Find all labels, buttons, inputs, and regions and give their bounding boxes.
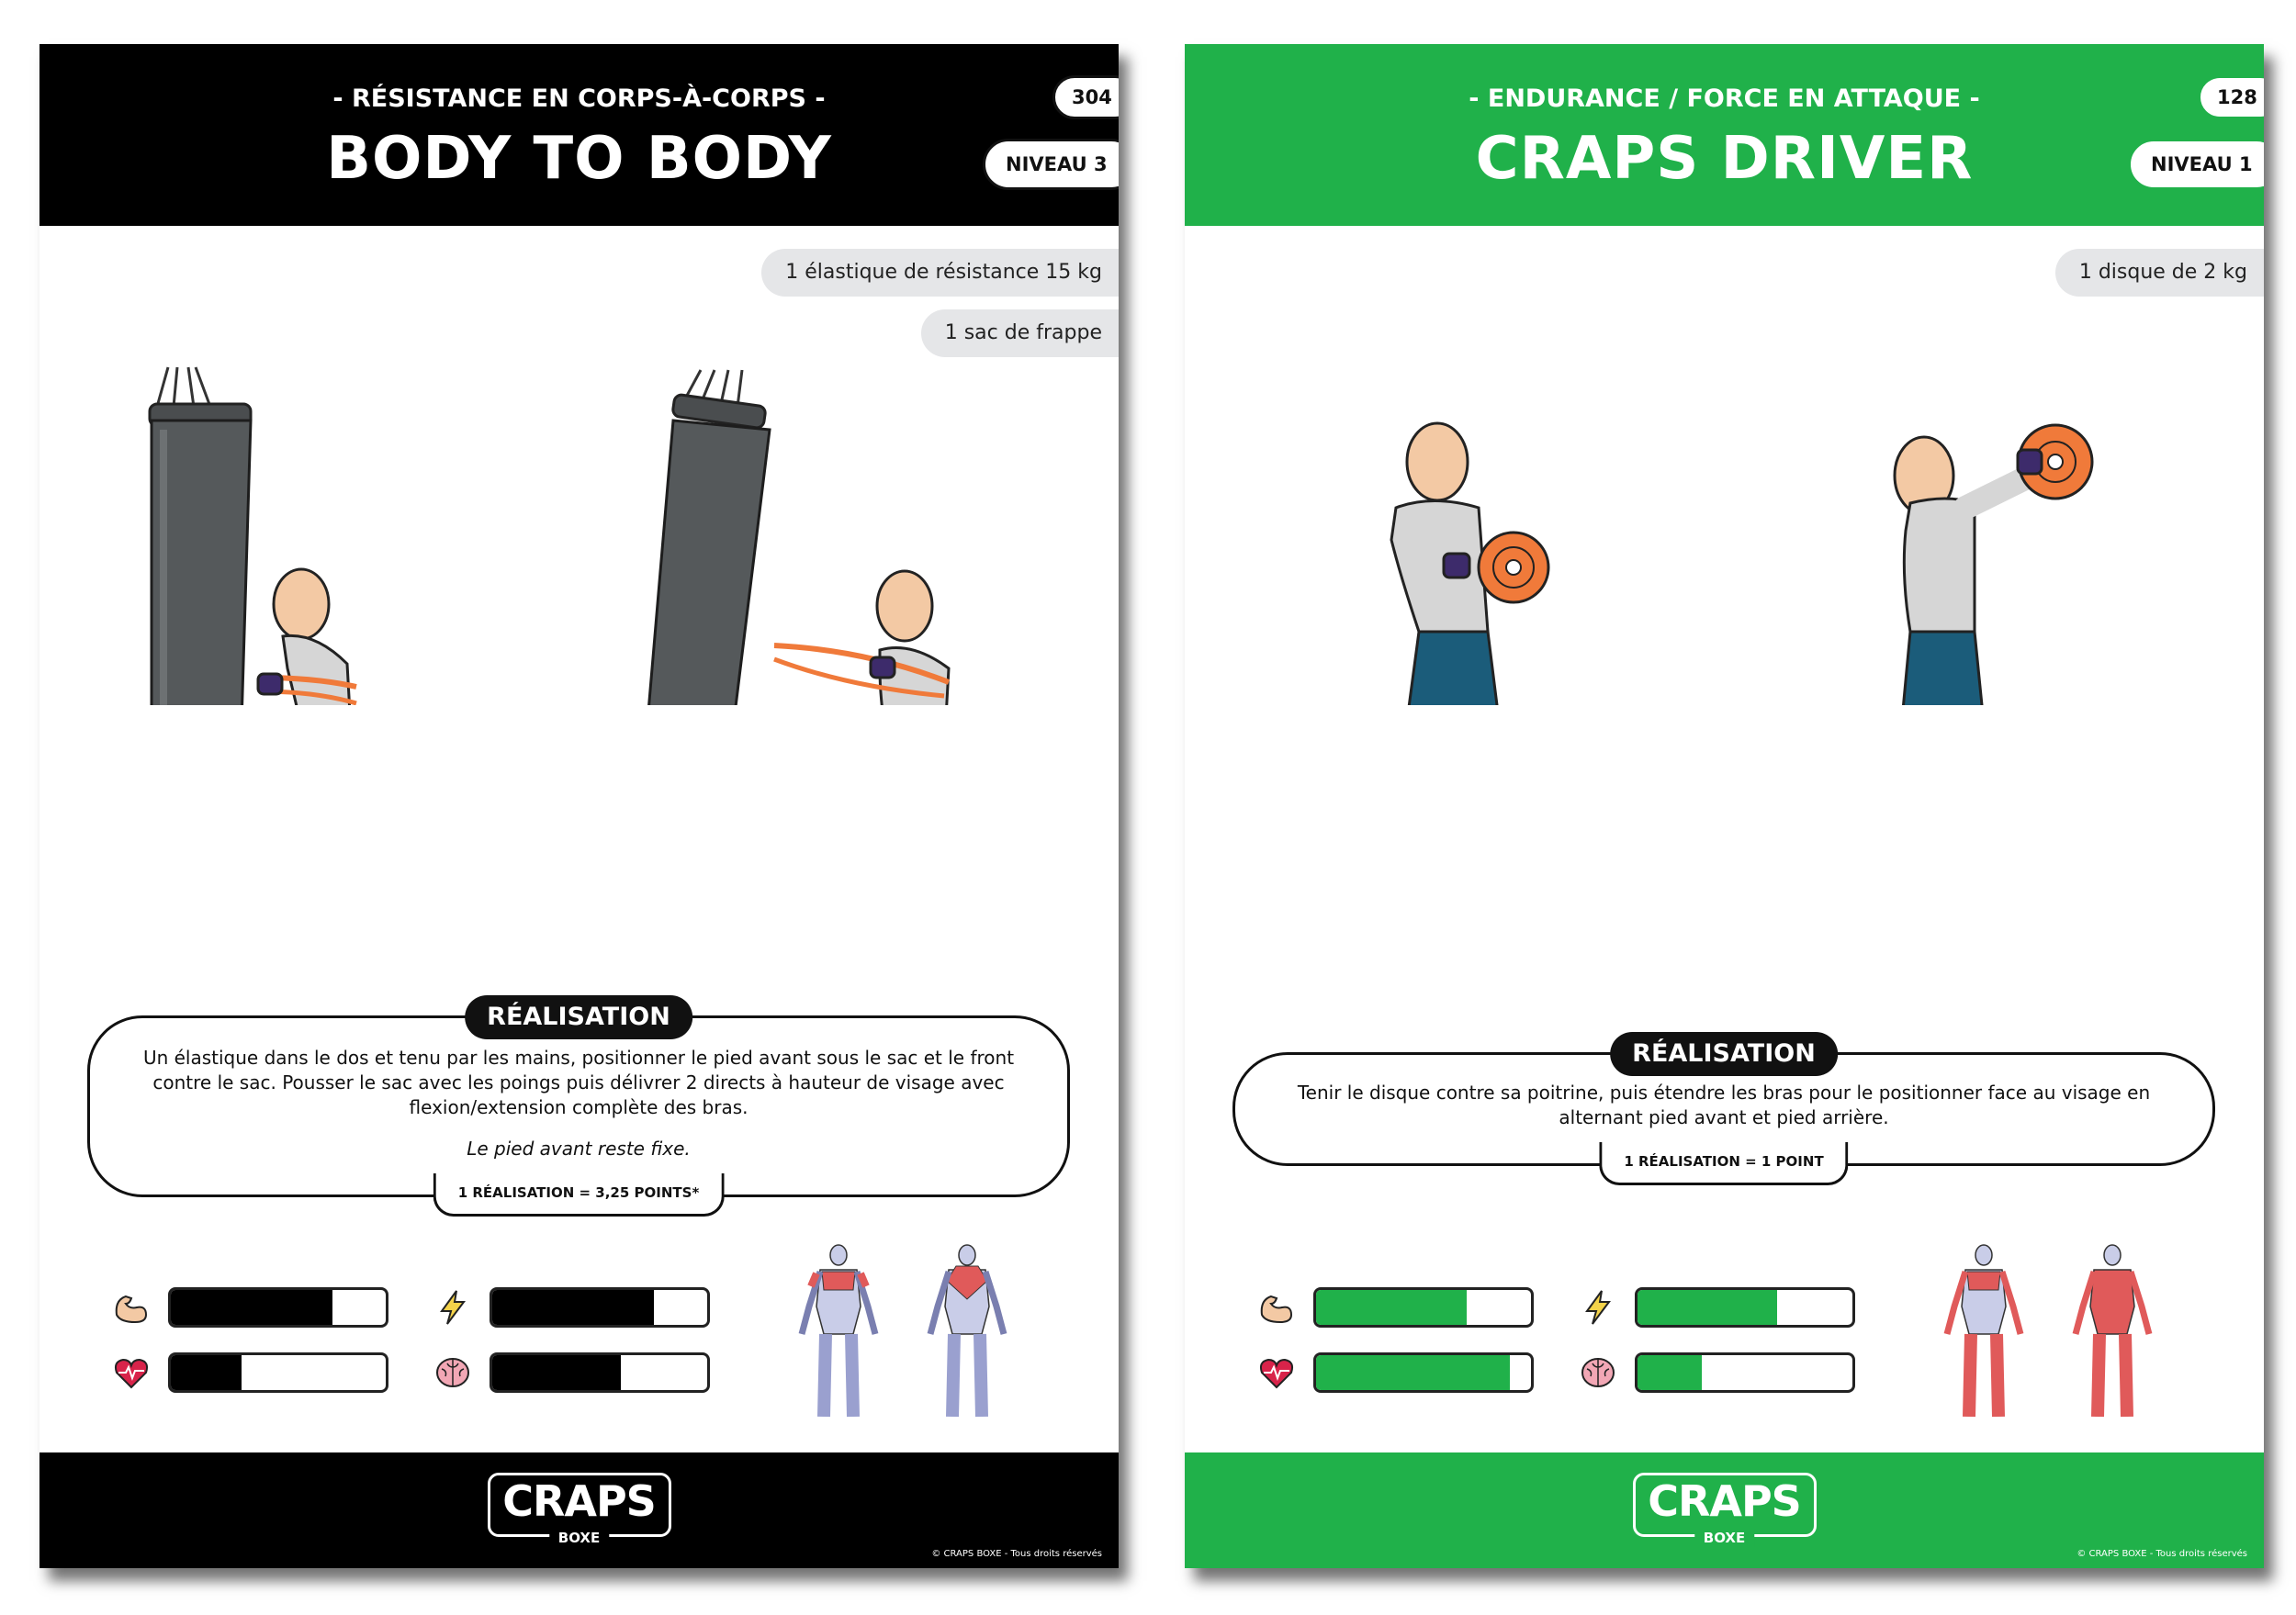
logo-sub: BOXE (1694, 1529, 1754, 1547)
card-number-badge: 304 (1052, 75, 1119, 119)
boxer-figure-illustration (258, 569, 381, 705)
level-badge: NIVEAU 1 (2128, 139, 2264, 190)
level-badge: NIVEAU 3 (983, 139, 1119, 190)
lightning-icon (433, 1287, 473, 1328)
card-footer (1185, 1452, 2264, 1568)
card-footer (39, 1452, 1119, 1568)
muscle-chart-back (2066, 1242, 2158, 1426)
card-subtitle: - RÉSISTANCE EN CORPS-À-CORPS - (332, 84, 826, 113)
lightning-icon (1578, 1287, 1618, 1328)
copyright-text: © CRAPS BOXE - Tous droits réservés (931, 1549, 1102, 1559)
card-title: BODY TO BODY (326, 125, 832, 193)
strength-bar (1313, 1287, 1534, 1328)
equipment-pill: 1 disque de 2 kg (2055, 249, 2264, 297)
heart-icon (1256, 1352, 1297, 1393)
points-label: 1 RÉALISATION = 1 POINT (1599, 1142, 1848, 1185)
muscle-chart-front (793, 1242, 884, 1426)
logo-word: CRAPS (1648, 1476, 1801, 1526)
realisation-box (1232, 1039, 2215, 1170)
brain-icon (1578, 1352, 1618, 1393)
card-number-badge: 128 (2198, 75, 2264, 119)
card-subtitle: - ENDURANCE / FORCE EN ATTAQUE - (1469, 84, 1980, 113)
exercise-illustration (1185, 44, 2264, 705)
craps-boxe-logo (1633, 1473, 1817, 1546)
coordination-bar (490, 1352, 710, 1393)
equipment-pill: 1 élastique de résistance 15 kg (761, 249, 1119, 297)
realisation-description: Tenir le disque contre sa poitrine, puis étendre les bras pour le positionner face au visage en alternant pied avant et pied arrière. (1297, 1082, 2151, 1128)
muscle-chart-front (1938, 1242, 2030, 1426)
equipment-pill: 1 sac de frappe (921, 309, 1119, 357)
punching-bag-illustration (636, 370, 771, 705)
realisation-note: Le pied avant reste fixe. (467, 1138, 691, 1160)
exercise-card-body-to-body (39, 44, 1119, 1568)
logo-sub: BOXE (549, 1529, 609, 1547)
points-label: 1 RÉALISATION = 3,25 POINTS* (433, 1173, 725, 1217)
punching-bag-illustration (150, 367, 251, 705)
strength-bar (168, 1287, 388, 1328)
muscle-icon (1256, 1287, 1297, 1328)
exercise-card-craps-driver (1185, 44, 2264, 1568)
realisation-box (87, 1003, 1070, 1201)
realisation-description: Un élastique dans le dos et tenu par les mains, positionner le pied avant sous le sac et le front contre le sac. Pousser le sac avec les poings puis délivrer 2 directs à hauteur de visage avec flexion/extension complète des bras. (142, 1047, 1015, 1118)
muscle-icon (111, 1287, 152, 1328)
coordination-bar (1635, 1352, 1855, 1393)
logo-word: CRAPS (502, 1476, 656, 1526)
craps-boxe-logo (488, 1473, 671, 1546)
card-title: CRAPS DRIVER (1475, 125, 1974, 193)
boxer-figure-illustration (1313, 423, 1548, 705)
explosivity-bar (490, 1287, 710, 1328)
explosivity-bar (1635, 1287, 1855, 1328)
boxer-figure-illustration (774, 571, 972, 705)
exercise-illustration (39, 44, 1119, 705)
brain-icon (433, 1352, 473, 1393)
boxer-figure-illustration (1848, 425, 2092, 705)
cardio-bar (1313, 1352, 1534, 1393)
heart-icon (111, 1352, 152, 1393)
realisation-heading: RÉALISATION (1610, 1032, 1838, 1076)
muscle-chart-back (921, 1242, 1013, 1426)
copyright-text: © CRAPS BOXE - Tous droits réservés (2077, 1549, 2247, 1559)
realisation-heading: RÉALISATION (465, 995, 692, 1039)
cardio-bar (168, 1352, 388, 1393)
